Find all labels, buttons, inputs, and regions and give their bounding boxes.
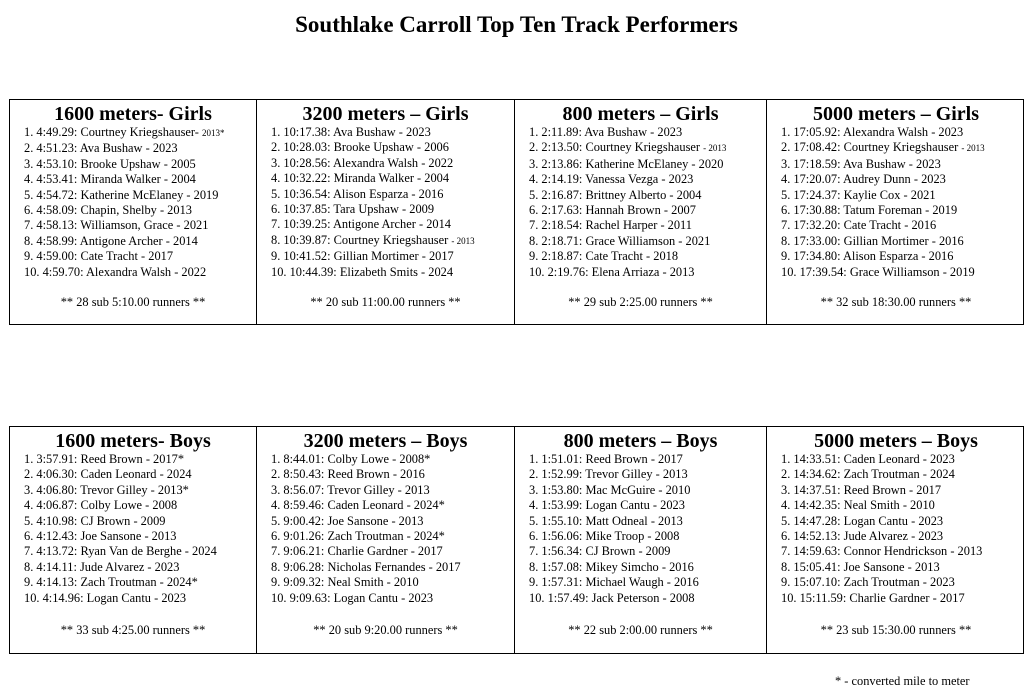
record-entry: 5. 14:47.28: Logan Cantu - 2023 [781,513,944,528]
event-title: 800 meters – Boys [563,430,718,452]
runner-count-summary: ** 29 sub 2:25.00 runners ** [568,295,713,309]
record-entry: 6. 2:17.63: Hannah Brown - 2007 [529,203,696,218]
boys-1600-cell [10,427,257,653]
event-title: 5000 meters – Girls [812,103,980,125]
record-entry: 7. 14:59.63: Connor Hendrickson - 2013 [781,544,983,559]
record-entry: 1. 3:57.91: Reed Brown - 2017* [24,452,185,466]
record-list [271,452,514,606]
record-entry: 8. 9:06.28: Nicholas Fernandes - 2017 [271,559,461,574]
record-entry: 6. 10:37.85: Tara Upshaw - 2009 [271,202,435,217]
record-entry: 3. 2:13.86: Katherine McElaney - 2020 [529,156,724,171]
record-entry: 6. 9:01.26: Zach Troutman - 2024* [271,529,445,544]
girls-5000-cell [767,100,1025,324]
record-note: 2013* [202,128,225,138]
record-entry: 5. 4:10.98: CJ Brown - 2009 [24,513,166,528]
boys-800-cell [515,427,767,653]
runner-count-summary: ** 22 sub 2:00.00 runners ** [568,623,713,637]
record-note: - 2013 [961,143,985,154]
event-title: 3200 meters – Boys [303,430,468,452]
record-entry: 6. 4:58.09: Chapin, Shelby - 2013 [24,203,192,218]
record-entry: 3. 1:53.80: Mac McGuire - 2010 [529,482,691,497]
record-entry: 1. 14:33.51: Caden Leonard - 2023 [781,452,955,466]
record-entry: 9. 4:59.00: Cate Tracht - 2017 [24,249,174,264]
record-entry: 2. 4:51.23: Ava Bushaw - 2023 [24,141,178,156]
record-entry: 4. 2:14.19: Vanessa Vezga - 2023 [529,172,694,187]
record-entry: 8. 10:39.87: Courtney Kriegshauser - 2013 [271,232,475,247]
record-list [529,452,766,606]
record-entry: 4. 4:53.41: Miranda Walker - 2004 [24,172,196,187]
runner-count-summary: ** 28 sub 5:10.00 runners ** [60,295,206,309]
record-entry: 10. 9:09.63: Logan Cantu - 2023 [271,590,434,605]
record-entry: 1. 8:44.01: Colby Lowe - 2008* [271,452,431,466]
runner-count-summary: ** 32 sub 18:30.00 runners ** [820,295,972,309]
record-entry: 7. 4:58.13: Williamson, Grace - 2021 [24,218,209,233]
record-entry: 10. 10:44.39: Elizabeth Smits - 2024 [271,264,454,279]
record-entry: 2. 10:28.03: Brooke Upshaw - 2006 [271,140,449,155]
record-entry: 1. 17:05.92: Alexandra Walsh - 2023 [781,125,964,139]
record-entry: 10. 2:19.76: Elena Arriaza - 2013 [529,264,695,279]
record-entry: 4. 8:59.46: Caden Leonard - 2024* [271,498,445,513]
record-note: - 2013 [703,143,727,154]
record-entry: 2. 8:50.43: Reed Brown - 2016 [271,467,425,482]
record-entry: 4. 14:42.35: Neal Smith - 2010 [781,498,935,513]
record-list [24,452,256,606]
record-entry: 7. 4:13.72: Ryan Van de Berghe - 2024 [24,544,217,559]
record-entry: 8. 17:33.00: Gillian Mortimer - 2016 [781,233,964,248]
record-entry: 7. 1:56.34: CJ Brown - 2009 [529,544,671,559]
record-entry: 3. 17:18.59: Ava Bushaw - 2023 [781,156,941,171]
record-entry: 1. 1:51.01: Reed Brown - 2017 [529,452,683,466]
record-entry: 6. 14:52.13: Jude Alvarez - 2023 [781,529,944,544]
event-title: 3200 meters – Girls [302,103,469,125]
girls-1600-cell [10,100,257,324]
record-entry: 8. 2:18.71: Grace Williamson - 2021 [529,233,711,248]
record-entry: 10. 15:11.59: Charlie Gardner - 2017 [781,590,965,605]
page-title: Southlake Carroll Top Ten Track Performers [295,12,738,37]
record-entry: 6. 17:30.88: Tatum Foreman - 2019 [781,203,958,218]
runner-count-summary: ** 20 sub 11:00.00 runners ** [310,295,461,309]
record-entry: 1. 4:49.29: Courtney Kriegshauser- 2013* [24,125,225,139]
record-entry: 8. 1:57.08: Mikey Simcho - 2016 [529,559,694,574]
record-entry: 3. 10:28.56: Alexandra Walsh - 2022 [271,155,454,170]
record-entry: 10. 4:59.70: Alexandra Walsh - 2022 [24,264,207,279]
event-title: 1600 meters- Boys [55,430,211,452]
record-entry: 2. 4:06.30: Caden Leonard - 2024 [24,467,192,482]
record-entry: 9. 15:07.10: Zach Troutman - 2023 [781,575,955,590]
record-entry: 4. 4:06.87: Colby Lowe - 2008 [24,498,178,513]
event-title: 800 meters – Girls [562,103,719,125]
record-entry: 2. 2:13.50: Courtney Kriegshauser - 2013 [529,140,727,155]
record-list [271,125,514,280]
record-note: - 2013 [451,235,475,246]
record-entry: 7. 2:18.54: Rachel Harper - 2011 [529,218,692,233]
record-entry: 7. 9:06.21: Charlie Gardner - 2017 [271,544,443,559]
runner-count-summary: ** 20 sub 9:20.00 runners ** [313,623,458,637]
record-entry: 9. 17:34.80: Alison Esparza - 2016 [781,249,954,264]
record-entry: 7. 10:39.25: Antigone Archer - 2014 [271,217,451,232]
record-entry: 5. 2:16.87: Brittney Alberto - 2004 [529,187,702,202]
footnote: * - converted mile to meter [835,674,970,688]
boys-records-table [9,426,1024,654]
record-entry: 9. 4:14.13: Zach Troutman - 2024* [24,575,198,590]
record-entry: 9. 9:09.32: Neal Smith - 2010 [271,575,419,590]
record-entry: 8. 15:05.41: Joe Sansone - 2013 [781,559,940,574]
runner-count-summary: ** 33 sub 4:25.00 runners ** [60,623,206,637]
record-entry: 5. 1:55.10: Matt Odneal - 2013 [529,513,683,528]
record-entry: 3. 8:56.07: Trevor Gilley - 2013 [271,482,430,497]
record-entry: 8. 4:58.99: Antigone Archer - 2014 [24,233,198,248]
event-title: 5000 meters – Boys [814,430,978,452]
record-entry: 3. 14:37.51: Reed Brown - 2017 [781,482,942,497]
record-entry: 1. 2:11.89: Ava Bushaw - 2023 [529,125,683,139]
girls-3200-cell [257,100,515,324]
record-entry: 6. 1:56.06: Mike Troop - 2008 [529,529,680,544]
record-list [529,125,766,280]
record-entry: 1. 10:17.38: Ava Bushaw - 2023 [271,125,431,139]
record-entry: 5. 4:54.72: Katherine McElaney - 2019 [24,187,219,202]
girls-800-cell [515,100,767,324]
record-entry: 4. 10:32.22: Miranda Walker - 2004 [271,171,450,186]
record-entry: 10. 17:39.54: Grace Williamson - 2019 [781,264,975,279]
record-entry: 2. 17:08.42: Courtney Kriegshauser - 2013 [781,140,985,155]
record-entry: 9. 2:18.87: Cate Tracht - 2018 [529,249,679,264]
record-entry: 5. 10:36.54: Alison Esparza - 2016 [271,186,444,201]
record-entry: 4. 1:53.99: Logan Cantu - 2023 [529,498,685,513]
record-entry: 9. 1:57.31: Michael Waugh - 2016 [529,575,699,590]
record-entry: 9. 10:41.52: Gillian Mortimer - 2017 [271,249,454,264]
record-entry: 7. 17:32.20: Cate Tracht - 2016 [781,218,937,233]
record-list [781,125,1025,280]
record-entry: 8. 4:14.11: Jude Alvarez - 2023 [24,559,180,574]
record-entry: 10. 1:57.49: Jack Peterson - 2008 [529,590,695,605]
record-entry: 3. 4:06.80: Trevor Gilley - 2013* [24,482,189,497]
boys-5000-cell [767,427,1025,653]
event-title: 1600 meters- Girls [54,103,212,125]
boys-3200-cell [257,427,515,653]
girls-records-table [9,99,1024,325]
runner-count-summary: ** 23 sub 15:30.00 runners ** [820,623,972,637]
record-entry: 4. 17:20.07: Audrey Dunn - 2023 [781,172,946,187]
record-entry: 5. 17:24.37: Kaylie Cox - 2021 [781,187,936,202]
record-entry: 10. 4:14.96: Logan Cantu - 2023 [24,590,187,605]
record-entry: 3. 4:53.10: Brooke Upshaw - 2005 [24,156,196,171]
record-entry: 6. 4:12.43: Joe Sansone - 2013 [24,529,177,544]
record-entry: 5. 9:00.42: Joe Sansone - 2013 [271,513,424,528]
record-list [781,452,1025,606]
record-entry: 2. 1:52.99: Trevor Gilley - 2013 [529,467,688,482]
record-list [24,125,256,280]
record-entry: 2. 14:34.62: Zach Troutman - 2024 [781,467,955,482]
